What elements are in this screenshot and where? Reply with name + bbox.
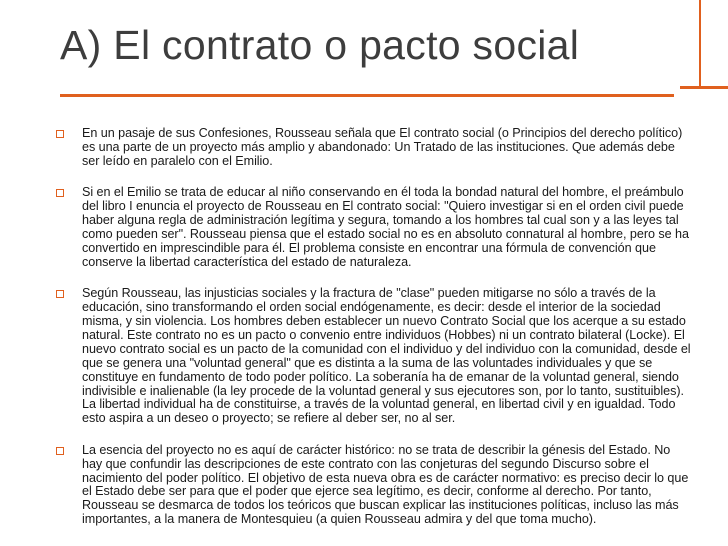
hollow-square-bullet-icon [56,447,64,455]
title-underline [60,94,674,97]
bullet-text: La esencia del proyecto no es aquí de carácter histórico: no se trata de describir la génesis del Estado. No hay que confundir las descripciones de este contrato con las conjeturas del segundo Discurso sobre el nacimiento del poder político. El objetivo de esta nueva obra es de carácter normativo: es preciso decir lo que el Estado debe ser para que el poder que ejerce sea legítimo, es decir, conforme al derecho. Por tanto, Rousseau se desmarca de todos los teóricos que buscan explicar las instituciones políticas, incluso las más importantes, a la manera de Montesquieu (a quien Rousseau admira y del que toma mucho). [82,442,689,527]
accent-vertical-line [699,0,701,86]
list-item [56,287,692,426]
bullet-text: Según Rousseau, las injusticias sociales y la fractura de "clase" pueden mitigarse no sólo a través de la educación, sino transformando el orden social endógenamente, es decir: desde el interior de la sociedad misma, y sin violencia. Los hombres deben establecer un nuevo Contrato Social que los acerque a su estado natural. Este contrato no es un pacto o convenio entre individuos (Hobbes) ni un contrato bilateral (Locke). El nuevo contrato social es un pacto de la comunidad con el individuo y del individuo con la comunidad, desde el que se genera una "voluntad general" que es distinta a la suma de las voluntades individuales y que se constituye en fundamento de todo poder político. La soberanía ha de emanar de la voluntad general, siendo indivisible e inalienable (la ley procede de la voluntad general y sus ejecutores son, por lo tanto, sustituibles). La libertad individual ha de constituirse, a través de la voluntad general, en libertad civil y en igualdad. Todo esto aspira a un deseo o proyecto; se refiere al deber ser, no al ser. [82,286,691,426]
list-item [56,444,692,527]
bullet-list [56,127,692,545]
hollow-square-bullet-icon [56,130,64,138]
hollow-square-bullet-icon [56,290,64,298]
bullet-text: En un pasaje de sus Confesiones, Rousseau señala que El contrato social (o Principios del derecho político) es una parte de un proyecto más amplio y abandonado: Un Tratado de las instituciones. Que además debe ser leído en paralelo con el Emilio. [82,126,683,168]
slide-title: A) El contrato o pacto social [60,22,580,68]
hollow-square-bullet-icon [56,189,64,197]
accent-horizontal-line [680,86,728,89]
list-item [56,127,692,169]
list-item [56,186,692,269]
bullet-text: Si en el Emilio se trata de educar al niño conservando en él toda la bondad natural del hombre, el preámbulo del libro I enuncia el proyecto de Rousseau en El contrato social: "Quiero investigar si en el orden civil puede haber alguna regla de administración legítima y segura, tomando a los hombres tal cual son y a las leyes tal como pueden ser". Rousseau piensa que el estado social no es en absoluto connatural al hombre, pero se ha convertido en imprescindible para él. El problema consiste en encontrar una fórmula de convención que conserve la libertad característica del estado de naturaleza. [82,185,689,269]
